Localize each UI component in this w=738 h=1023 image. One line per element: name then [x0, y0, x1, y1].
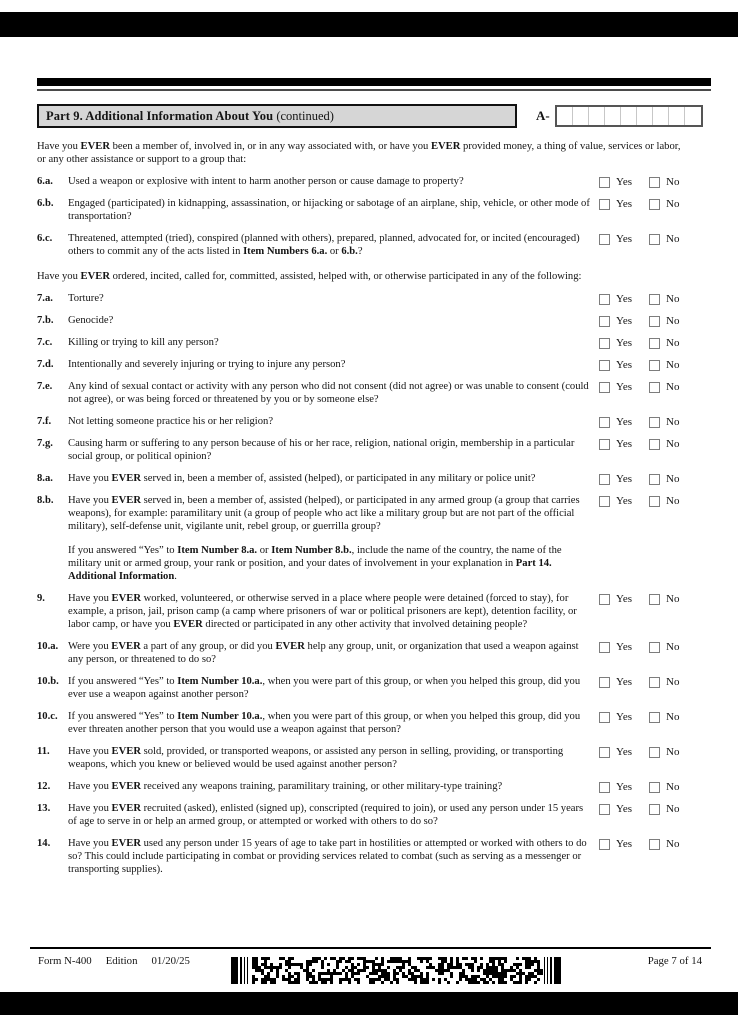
- question-text: Not letting someone practice his or her religion?: [68, 416, 274, 427]
- no-label: No: [666, 337, 680, 349]
- a-number-cell[interactable]: [653, 107, 669, 125]
- top-black-bar: [0, 12, 738, 37]
- no-option: [649, 676, 679, 688]
- yes-option: [599, 293, 632, 305]
- question-row: [37, 197, 711, 223]
- question-row: [37, 837, 711, 876]
- no-label: No: [666, 176, 680, 188]
- footer-form-number: Form N-400: [38, 955, 92, 967]
- no-label: No: [666, 711, 680, 723]
- no-checkbox[interactable]: [649, 417, 660, 428]
- yes-checkbox[interactable]: [599, 294, 610, 305]
- question-number: 7.a.: [37, 293, 53, 304]
- yes-checkbox[interactable]: [599, 316, 610, 327]
- question-text: Were you EVER a part of any group, or did you EVER help any group, unit, or organization that used a weapon against any person, or threatened to do so?: [68, 641, 579, 665]
- yes-no-options: [599, 292, 711, 305]
- yes-option: [599, 233, 632, 245]
- yes-label: Yes: [616, 593, 633, 605]
- question-text: Have you EVER sold, provided, or transported weapons, or assisted any person in selling, providing, or transporting weapons, which you knew or believed would be used against another person?: [68, 746, 564, 770]
- yes-option: [599, 593, 632, 605]
- question-row: [37, 380, 711, 406]
- yes-label: Yes: [616, 473, 633, 485]
- yes-checkbox[interactable]: [599, 234, 610, 245]
- yes-option: [599, 746, 632, 758]
- question-number: 10.a.: [37, 641, 59, 652]
- question-text: Have you EVER used any person under 15 years of age to take part in hostilities or attempted or worked with others to do so? This could include participating in combat or providing services related to combat (such as serving as a messenger or transporting supplies).: [68, 838, 587, 875]
- yes-label: Yes: [616, 781, 633, 793]
- yes-no-options: [599, 175, 711, 188]
- yes-option: [599, 438, 632, 450]
- no-checkbox[interactable]: [649, 677, 660, 688]
- yes-option: [599, 676, 632, 688]
- barcode-2d: [231, 957, 561, 984]
- question-text: Intentionally and severely injuring or trying to injure any person?: [68, 359, 346, 370]
- yes-checkbox[interactable]: [599, 338, 610, 349]
- yes-label: Yes: [616, 438, 633, 450]
- yes-checkbox[interactable]: [599, 782, 610, 793]
- yes-label: Yes: [616, 746, 633, 758]
- yes-option: [599, 803, 632, 815]
- no-option: [649, 838, 679, 850]
- no-label: No: [666, 438, 680, 450]
- no-checkbox[interactable]: [649, 747, 660, 758]
- no-option: [649, 359, 679, 371]
- question-text: If you answered “Yes” to Item Number 10.a., when you were part of this group, or when you helped this group, did you ever use a weapon against another person?: [68, 676, 581, 700]
- question-row: [37, 472, 711, 485]
- question-number: 8.a.: [37, 473, 53, 484]
- question-text: Used a weapon or explosive with intent to harm another person or cause damage to property?: [68, 176, 464, 187]
- no-label: No: [666, 803, 680, 815]
- footer-page-indicator: Page 7 of 14: [647, 955, 702, 967]
- form-content: [37, 78, 711, 876]
- no-label: No: [666, 676, 680, 688]
- no-label: No: [666, 495, 680, 507]
- yes-no-options: [599, 358, 711, 371]
- no-option: [649, 495, 679, 507]
- part-title-bold: Part 9. Additional Information About You: [46, 109, 274, 123]
- question-number: 6.a.: [37, 176, 53, 187]
- yes-no-options: [599, 494, 711, 507]
- question-number: 10.b.: [37, 676, 59, 687]
- a-number-cell[interactable]: [605, 107, 621, 125]
- part-header-row: [37, 104, 711, 128]
- yes-label: Yes: [616, 293, 633, 305]
- no-label: No: [666, 381, 680, 393]
- a-number-cell[interactable]: [637, 107, 653, 125]
- no-checkbox[interactable]: [649, 199, 660, 210]
- yes-no-options: [599, 415, 711, 428]
- question-number: 12.: [37, 781, 51, 792]
- question-row: [37, 494, 711, 533]
- yes-checkbox[interactable]: [599, 594, 610, 605]
- question-number: 8.b.: [37, 495, 54, 506]
- a-number-cell[interactable]: [621, 107, 637, 125]
- a-number-cell[interactable]: [669, 107, 685, 125]
- yes-option: [599, 838, 632, 850]
- yes-option: [599, 315, 632, 327]
- part-title: [37, 104, 517, 128]
- yes-checkbox[interactable]: [599, 839, 610, 850]
- question-text: Have you EVER served in, been a member of, assisted (helped), or participated in any armed group (a group that carries weapons), for example: paramilitary unit (a group of people who act like a military group but are not part of the official military), self-defense unit, vigilante unit, rebel group, or guerrilla group?: [68, 495, 580, 532]
- question-row: [37, 292, 711, 305]
- yes-option: [599, 176, 632, 188]
- question-row: [37, 314, 711, 327]
- yes-no-options: [599, 314, 711, 327]
- yes-checkbox[interactable]: [599, 677, 610, 688]
- yes-checkbox[interactable]: [599, 439, 610, 450]
- yes-option: [599, 495, 632, 507]
- yes-no-options: [599, 802, 711, 815]
- a-number-cell[interactable]: [557, 107, 573, 125]
- part-title-continued: (continued): [273, 109, 334, 123]
- yes-option: [599, 641, 632, 653]
- no-option: [649, 293, 679, 305]
- note-paragraph: If you answered “Yes” to Item Number 8.a. or Item Number 8.b., include the name of the country, the name of the military unit or armed group, your rank or position, and your dates of involvement in your explanation in Part 14. Additional Information.: [68, 545, 562, 582]
- question-row: [37, 675, 711, 701]
- no-option: [649, 438, 679, 450]
- question-row: [37, 592, 711, 631]
- question-number: 6.c.: [37, 233, 53, 244]
- yes-no-options: [599, 232, 711, 245]
- no-checkbox[interactable]: [649, 782, 660, 793]
- yes-no-options: [599, 780, 711, 793]
- question-row: [37, 358, 711, 371]
- no-label: No: [666, 473, 680, 485]
- a-number-cell[interactable]: [685, 107, 701, 125]
- footer-edition-date: 01/20/25: [151, 955, 190, 967]
- yes-checkbox[interactable]: [599, 177, 610, 188]
- no-checkbox[interactable]: [649, 234, 660, 245]
- question-number: 7.b.: [37, 315, 54, 326]
- no-label: No: [666, 293, 680, 305]
- question-number: 14.: [37, 838, 51, 849]
- question-text: If you answered “Yes” to Item Number 10.a., when you were part of this group, or when you helped this group, did you ever threaten another person that you would use a weapon against that person?: [68, 711, 581, 735]
- no-label: No: [666, 198, 680, 210]
- yes-option: [599, 711, 632, 723]
- no-option: [649, 176, 679, 188]
- question-number: 7.f.: [37, 416, 52, 427]
- no-checkbox[interactable]: [649, 177, 660, 188]
- yes-checkbox[interactable]: [599, 747, 610, 758]
- yes-checkbox[interactable]: [599, 804, 610, 815]
- yes-checkbox[interactable]: [599, 712, 610, 723]
- question-number: 7.g.: [37, 438, 53, 449]
- question-number: 7.c.: [37, 337, 53, 348]
- a-number-field[interactable]: [555, 105, 703, 127]
- no-option: [649, 746, 679, 758]
- yes-label: Yes: [616, 711, 633, 723]
- question-row: [37, 640, 711, 666]
- yes-label: Yes: [616, 803, 633, 815]
- yes-no-options: [599, 437, 711, 450]
- a-number-label: A-: [536, 108, 550, 123]
- no-label: No: [666, 416, 680, 428]
- no-option: [649, 337, 679, 349]
- yes-label: Yes: [616, 416, 633, 428]
- yes-label: Yes: [616, 676, 633, 688]
- yes-no-options: [599, 592, 711, 605]
- no-checkbox[interactable]: [649, 594, 660, 605]
- no-label: No: [666, 838, 680, 850]
- question-text: Engaged (participated) in kidnapping, assassination, or hijacking or sabotage of an airplane, ship, vehicle, or other mode of transportation?: [68, 198, 590, 222]
- yes-no-options: [599, 675, 711, 688]
- footer-edition-label: Edition: [105, 955, 138, 967]
- question-number: 10.c.: [37, 711, 58, 722]
- no-checkbox[interactable]: [649, 712, 660, 723]
- yes-no-options: [599, 197, 711, 210]
- yes-option: [599, 473, 632, 485]
- no-checkbox[interactable]: [649, 839, 660, 850]
- yes-option: [599, 337, 632, 349]
- form-body: [37, 140, 711, 876]
- yes-checkbox[interactable]: [599, 474, 610, 485]
- yes-checkbox[interactable]: [599, 642, 610, 653]
- question-number: 7.d.: [37, 359, 54, 370]
- no-checkbox[interactable]: [649, 294, 660, 305]
- question-text: Have you EVER recruited (asked), enlisted (signed up), conscripted (required to join), or used any person under 15 years of age to serve in or help an armed group, or attempted or worked with others to do so?: [68, 803, 584, 827]
- no-checkbox[interactable]: [649, 496, 660, 507]
- yes-option: [599, 359, 632, 371]
- yes-checkbox[interactable]: [599, 496, 610, 507]
- no-checkbox[interactable]: [649, 360, 660, 371]
- no-option: [649, 233, 679, 245]
- question-row: [37, 802, 711, 828]
- no-option: [649, 803, 679, 815]
- yes-no-options: [599, 640, 711, 653]
- footer-rule: [30, 947, 711, 949]
- no-label: No: [666, 746, 680, 758]
- yes-no-options: [599, 472, 711, 485]
- question-text: Have you EVER received any weapons training, paramilitary training, or other military-type training?: [68, 781, 503, 792]
- question-row: [37, 780, 711, 793]
- yes-label: Yes: [616, 641, 633, 653]
- yes-no-options: [599, 336, 711, 349]
- question-row: [37, 232, 711, 258]
- yes-checkbox[interactable]: [599, 417, 610, 428]
- question-number: 7.e.: [37, 381, 53, 392]
- yes-no-options: [599, 710, 711, 723]
- no-checkbox[interactable]: [649, 316, 660, 327]
- question-row: [37, 415, 711, 428]
- yes-label: Yes: [616, 838, 633, 850]
- question-text: Killing or trying to kill any person?: [68, 337, 219, 348]
- yes-label: Yes: [616, 337, 633, 349]
- yes-checkbox[interactable]: [599, 360, 610, 371]
- question-row: [37, 175, 711, 188]
- question-number: 11.: [37, 746, 50, 757]
- question-row: [37, 710, 711, 736]
- no-label: No: [666, 315, 680, 327]
- no-checkbox[interactable]: [649, 439, 660, 450]
- intro-paragraph: Have you EVER been a member of, involved in, or in any way associated with, or have you EVER provided money, a thing of value, services or labor, or any other assistance or support to a group that:: [37, 141, 681, 165]
- yes-checkbox[interactable]: [599, 199, 610, 210]
- yes-option: [599, 416, 632, 428]
- no-option: [649, 593, 679, 605]
- yes-label: Yes: [616, 381, 633, 393]
- no-label: No: [666, 781, 680, 793]
- intro-paragraph: Have you EVER ordered, incited, called for, committed, assisted, helped with, or otherwise participated in any of the following:: [37, 271, 582, 282]
- question-text: Causing harm or suffering to any person because of his or her race, religion, national origin, membership in a particular social group, or political opinion?: [68, 438, 575, 462]
- yes-option: [599, 198, 632, 210]
- no-label: No: [666, 233, 680, 245]
- section-divider-thick: [37, 78, 711, 86]
- a-number-cell[interactable]: [573, 107, 589, 125]
- no-option: [649, 711, 679, 723]
- yes-label: Yes: [616, 315, 633, 327]
- question-number: 9.: [37, 593, 45, 604]
- yes-option: [599, 781, 632, 793]
- no-label: No: [666, 641, 680, 653]
- question-text: Have you EVER served in, been a member of, assisted (helped), or participated in any military or police unit?: [68, 473, 536, 484]
- yes-label: Yes: [616, 359, 633, 371]
- footer-form-info: [38, 955, 190, 967]
- no-checkbox[interactable]: [649, 338, 660, 349]
- no-label: No: [666, 359, 680, 371]
- question-text: Any kind of sexual contact or activity with any person who did not consent (did not agree) or was unable to consent (could not agree), or was being forced or threatened by you or by someone else?: [68, 381, 589, 405]
- no-label: No: [666, 593, 680, 605]
- yes-no-options: [599, 745, 711, 758]
- yes-label: Yes: [616, 176, 633, 188]
- question-text: Threatened, attempted (tried), conspired (planned with others), prepared, planned, advocated for, or incited (encouraged) others to commit any of the acts listed in Item Numbers 6.a. or 6.b.?: [68, 233, 580, 257]
- question-text: Torture?: [68, 293, 104, 304]
- yes-label: Yes: [616, 198, 633, 210]
- no-option: [649, 315, 679, 327]
- no-checkbox[interactable]: [649, 804, 660, 815]
- question-number: 6.b.: [37, 198, 54, 209]
- no-checkbox[interactable]: [649, 642, 660, 653]
- question-text: Genocide?: [68, 315, 114, 326]
- question-number: 13.: [37, 803, 51, 814]
- section-divider-thin: [37, 89, 711, 91]
- no-option: [649, 781, 679, 793]
- no-option: [649, 473, 679, 485]
- question-row: [37, 745, 711, 771]
- no-option: [649, 641, 679, 653]
- no-option: [649, 381, 679, 393]
- no-checkbox[interactable]: [649, 474, 660, 485]
- bottom-black-bar: [0, 992, 738, 1015]
- yes-no-options: [599, 837, 711, 850]
- yes-label: Yes: [616, 495, 633, 507]
- yes-no-options: [599, 380, 711, 393]
- yes-label: Yes: [616, 233, 633, 245]
- question-row: [37, 437, 711, 463]
- question-text: Have you EVER worked, volunteered, or otherwise served in a place where people were detained (forced to stay), for example, a prison, jail, prison camp (a camp where prisoners of war or political prisoners are kept), detention facility, or labor camp, or have you EVER directed or participated in any other activity that involved detaining people?: [68, 593, 577, 630]
- no-option: [649, 416, 679, 428]
- question-row: [37, 336, 711, 349]
- no-option: [649, 198, 679, 210]
- yes-checkbox[interactable]: [599, 382, 610, 393]
- no-checkbox[interactable]: [649, 382, 660, 393]
- yes-option: [599, 381, 632, 393]
- a-number-cell[interactable]: [589, 107, 605, 125]
